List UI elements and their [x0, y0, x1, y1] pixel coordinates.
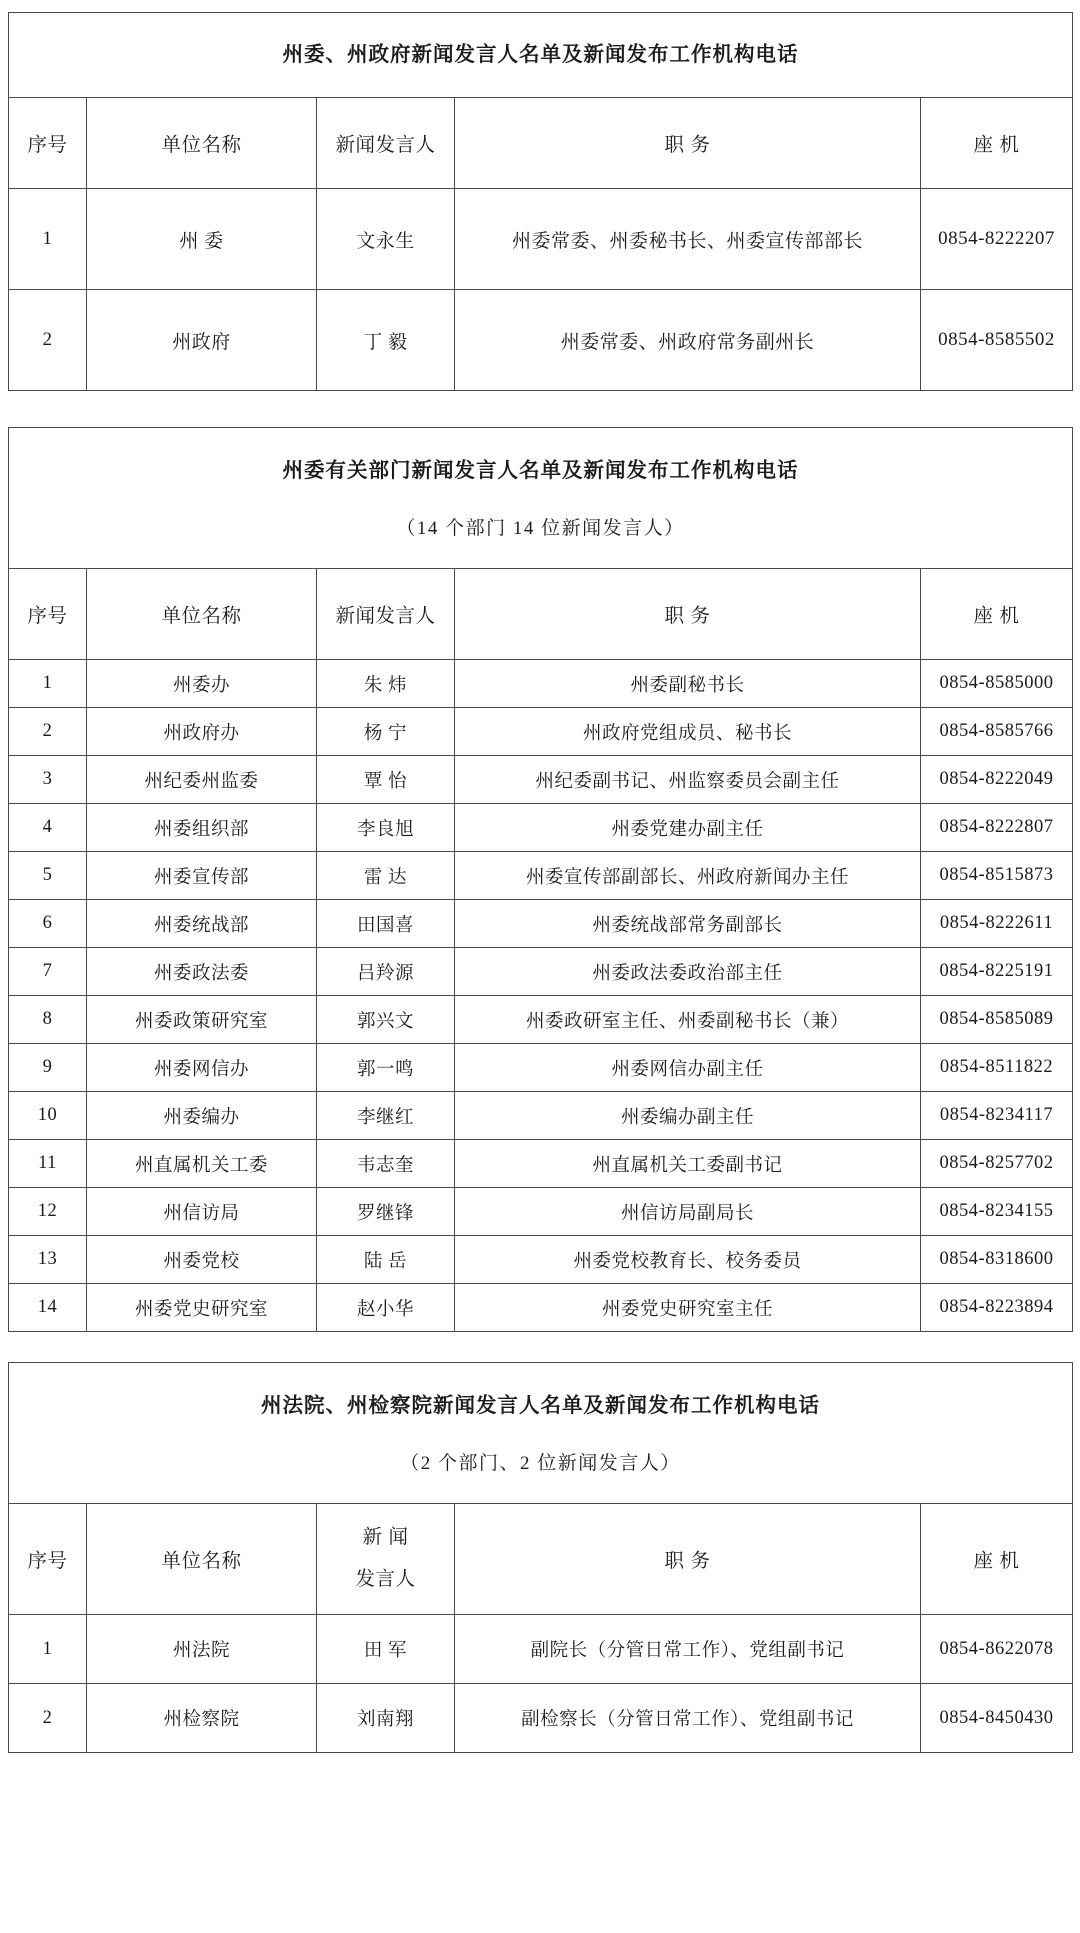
cell-tel: 0854-8222611: [921, 900, 1073, 948]
cell-post: 州委政研室主任、州委副秘书长（兼）: [455, 996, 921, 1044]
cell-tel: 0854-8450430: [921, 1684, 1073, 1753]
cell-index: 2: [9, 290, 87, 391]
cell-post: 州委统战部常务副部长: [455, 900, 921, 948]
cell-unit: 州检察院: [87, 1684, 317, 1753]
cell-speaker: 赵小华: [317, 1284, 455, 1332]
cell-post: 州直属机关工委副书记: [455, 1140, 921, 1188]
cell-tel: 0854-8222049: [921, 756, 1073, 804]
cell-index: 9: [9, 1044, 87, 1092]
cell-tel: 0854-8318600: [921, 1236, 1073, 1284]
cell-tel: 0854-8622078: [921, 1615, 1073, 1684]
cell-tel: 0854-8234155: [921, 1188, 1073, 1236]
table-title-row: [9, 13, 1073, 98]
table-row: [9, 804, 1073, 852]
column-header-post: 职 务: [455, 1504, 921, 1615]
table-header-row: [9, 98, 1073, 189]
cell-unit: 州政府: [87, 290, 317, 391]
cell-post: 州委网信办副主任: [455, 1044, 921, 1092]
cell-unit: 州委宣传部: [87, 852, 317, 900]
cell-post: 州纪委副书记、州监察委员会副主任: [455, 756, 921, 804]
cell-speaker: 田 军: [317, 1615, 455, 1684]
cell-tel: 0854-8222807: [921, 804, 1073, 852]
cell-post: 副检察长（分管日常工作）、党组副书记: [455, 1684, 921, 1753]
cell-speaker: 李继红: [317, 1092, 455, 1140]
cell-index: 1: [9, 189, 87, 290]
column-header-index: 序号: [9, 98, 87, 189]
cell-tel: 0854-8585000: [921, 660, 1073, 708]
table-subtitle: （14 个部门 14 位新闻发言人）: [396, 517, 685, 539]
column-header-post: 职 务: [455, 98, 921, 189]
cell-post: 州委党校教育长、校务委员: [455, 1236, 921, 1284]
table-row: [9, 1140, 1073, 1188]
cell-post: 州委政法委政治部主任: [455, 948, 921, 996]
table-row: [9, 996, 1073, 1044]
column-header-tel: 座 机: [921, 1504, 1073, 1615]
cell-speaker: 郭一鸣: [317, 1044, 455, 1092]
cell-index: 2: [9, 1684, 87, 1753]
cell-unit: 州法院: [87, 1615, 317, 1684]
cell-speaker: 李良旭: [317, 804, 455, 852]
cell-tel: 0854-8234117: [921, 1092, 1073, 1140]
cell-tel: 0854-8585766: [921, 708, 1073, 756]
cell-post: 州委常委、州委秘书长、州委宣传部部长: [455, 189, 921, 290]
table-row: [9, 756, 1073, 804]
column-header-speaker-line1: 新 闻: [362, 1526, 409, 1549]
cell-speaker: 覃 怡: [317, 756, 455, 804]
table-row: [9, 660, 1073, 708]
table-row: [9, 1684, 1073, 1753]
table-row: [9, 1236, 1073, 1284]
cell-unit: 州委编办: [87, 1092, 317, 1140]
cell-unit: 州信访局: [87, 1188, 317, 1236]
column-header-index: 序号: [9, 569, 87, 660]
cell-speaker: 丁 毅: [317, 290, 455, 391]
table-row: [9, 852, 1073, 900]
table-title-row: [9, 428, 1073, 569]
column-header-speaker: [317, 1504, 455, 1615]
table-row: [9, 1188, 1073, 1236]
cell-index: 5: [9, 852, 87, 900]
cell-post: 州委副秘书长: [455, 660, 921, 708]
cell-tel: 0854-8222207: [921, 189, 1073, 290]
cell-unit: 州委办: [87, 660, 317, 708]
cell-tel: 0854-8585089: [921, 996, 1073, 1044]
cell-post: 州委党建办副主任: [455, 804, 921, 852]
cell-unit: 州委网信办: [87, 1044, 317, 1092]
column-header-unit: 单位名称: [87, 569, 317, 660]
cell-unit: 州委政策研究室: [87, 996, 317, 1044]
cell-index: 6: [9, 900, 87, 948]
cell-speaker: 吕羚源: [317, 948, 455, 996]
table-zhouwei-zhouzhengfu: [8, 12, 1073, 391]
cell-speaker: 韦志奎: [317, 1140, 455, 1188]
table-spacer: [8, 391, 1072, 427]
cell-speaker: 郭兴文: [317, 996, 455, 1044]
table-row: [9, 1284, 1073, 1332]
cell-index: 4: [9, 804, 87, 852]
cell-tel: 0854-8585502: [921, 290, 1073, 391]
cell-unit: 州委统战部: [87, 900, 317, 948]
table-header-row: [9, 1504, 1073, 1615]
cell-post: 州委编办副主任: [455, 1092, 921, 1140]
column-header-unit: 单位名称: [87, 1504, 317, 1615]
column-header-speaker: 新闻发言人: [317, 98, 455, 189]
cell-tel: 0854-8225191: [921, 948, 1073, 996]
cell-speaker: 罗继锋: [317, 1188, 455, 1236]
column-header-tel: 座 机: [921, 98, 1073, 189]
table-row: [9, 1044, 1073, 1092]
cell-index: 1: [9, 1615, 87, 1684]
table-row: [9, 708, 1073, 756]
column-header-speaker-line2: 发言人: [355, 1568, 416, 1590]
cell-index: 13: [9, 1236, 87, 1284]
cell-unit: 州纪委州监委: [87, 756, 317, 804]
table-row: [9, 900, 1073, 948]
cell-index: 10: [9, 1092, 87, 1140]
cell-speaker: 朱 炜: [317, 660, 455, 708]
cell-speaker: 雷 达: [317, 852, 455, 900]
cell-speaker: 田国喜: [317, 900, 455, 948]
cell-post: 副院长（分管日常工作）、党组副书记: [455, 1615, 921, 1684]
table-spacer: [8, 1332, 1072, 1362]
column-header-index: 序号: [9, 1504, 87, 1615]
cell-post: 州信访局副局长: [455, 1188, 921, 1236]
table-row: [9, 290, 1073, 391]
cell-index: 2: [9, 708, 87, 756]
cell-unit: 州委政法委: [87, 948, 317, 996]
cell-tel: 0854-8257702: [921, 1140, 1073, 1188]
cell-index: 11: [9, 1140, 87, 1188]
column-header-speaker: 新闻发言人: [317, 569, 455, 660]
cell-post: 州委党史研究室主任: [455, 1284, 921, 1332]
table-row: [9, 1615, 1073, 1684]
table-row: [9, 948, 1073, 996]
cell-index: 1: [9, 660, 87, 708]
table-subtitle: （2 个部门、2 位新闻发言人）: [400, 1452, 681, 1474]
cell-index: 12: [9, 1188, 87, 1236]
table-header-row: [9, 569, 1073, 660]
table-title-row: [9, 1363, 1073, 1504]
cell-unit: 州委党史研究室: [87, 1284, 317, 1332]
table-row: [9, 189, 1073, 290]
table-title: 州法院、州检察院新闻发言人名单及新闻发布工作机构电话 （2 个部门、2 位新闻发言人）: [9, 1363, 1073, 1504]
cell-unit: 州政府办: [87, 708, 317, 756]
table-title: 州委有关部门新闻发言人名单及新闻发布工作机构电话 （14 个部门 14 位新闻发言人）: [9, 428, 1073, 569]
cell-speaker: 文永生: [317, 189, 455, 290]
column-header-post: 职 务: [455, 569, 921, 660]
column-header-tel: 座 机: [921, 569, 1073, 660]
cell-unit: 州直属机关工委: [87, 1140, 317, 1188]
cell-speaker: 杨 宁: [317, 708, 455, 756]
cell-post: 州委常委、州政府常务副州长: [455, 290, 921, 391]
cell-unit: 州委组织部: [87, 804, 317, 852]
cell-tel: 0854-8515873: [921, 852, 1073, 900]
cell-index: 8: [9, 996, 87, 1044]
column-header-unit: 单位名称: [87, 98, 317, 189]
cell-speaker: 陆 岳: [317, 1236, 455, 1284]
cell-unit: 州 委: [87, 189, 317, 290]
table-title: 州委、州政府新闻发言人名单及新闻发布工作机构电话: [9, 13, 1073, 98]
table-zhoufayuan-zhoujianchayuan: [8, 1362, 1073, 1753]
cell-tel: 0854-8511822: [921, 1044, 1073, 1092]
cell-speaker: 刘南翔: [317, 1684, 455, 1753]
cell-post: 州委宣传部副部长、州政府新闻办主任: [455, 852, 921, 900]
cell-index: 7: [9, 948, 87, 996]
cell-post: 州政府党组成员、秘书长: [455, 708, 921, 756]
table-zhouwei-youguan-bumen: [8, 427, 1073, 1332]
cell-tel: 0854-8223894: [921, 1284, 1073, 1332]
cell-index: 3: [9, 756, 87, 804]
table-row: [9, 1092, 1073, 1140]
cell-unit: 州委党校: [87, 1236, 317, 1284]
cell-index: 14: [9, 1284, 87, 1332]
